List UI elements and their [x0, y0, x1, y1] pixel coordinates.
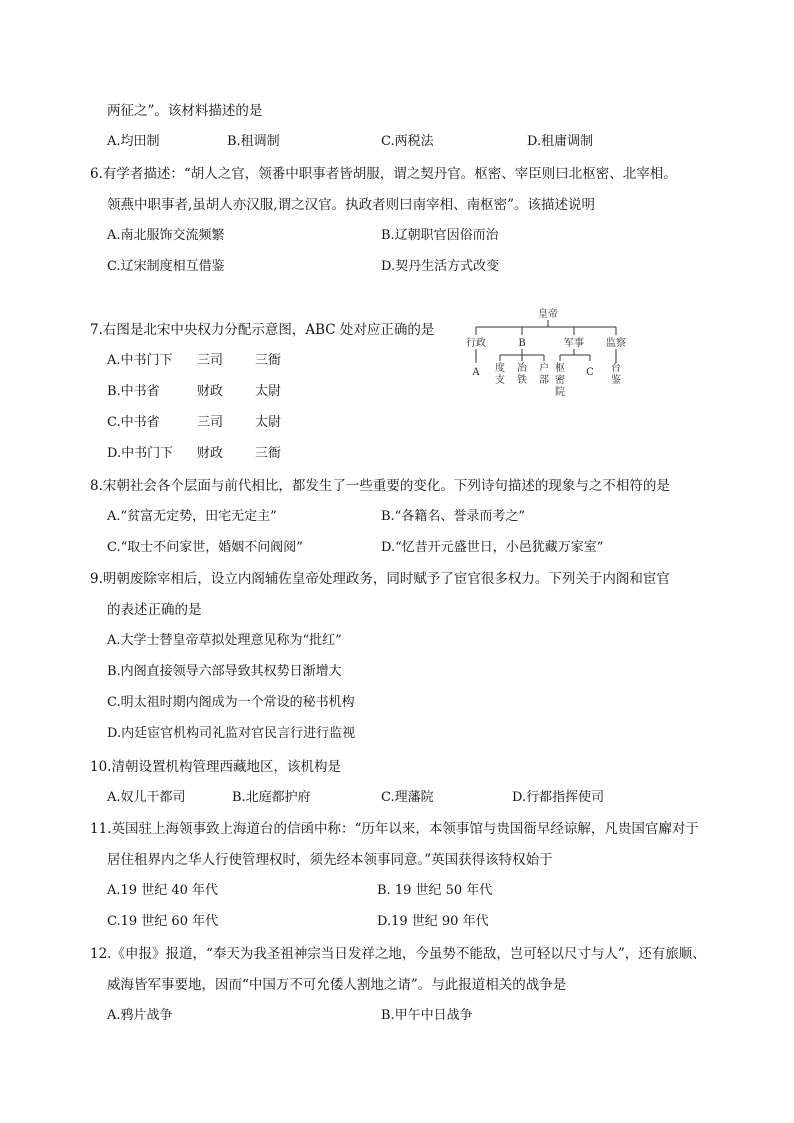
q10-stem: 10.清朝设置机构管理西藏地区，该机构是: [90, 759, 341, 775]
q5-options: [107, 133, 707, 151]
diagram-l2-0: 行政: [466, 338, 486, 349]
q5-option-b: B.租调制: [227, 134, 280, 149]
diagram-top: 皇帝: [538, 309, 558, 320]
q12-option-b: B.甲午中日战争: [381, 1008, 473, 1023]
q10-option-a: A.奴儿干都司: [107, 790, 186, 805]
q8-option-b: B.“各籍名、誉录而考之”: [381, 509, 525, 524]
q7-c-col1: C.中书省: [107, 415, 160, 430]
q7-d-col1: D.中书门下: [107, 446, 174, 461]
q8-options-row1: [107, 508, 707, 526]
diagram-censor: 台鉴: [611, 363, 621, 386]
q6-options-row2: [107, 258, 707, 276]
q9-option-c-text: C.明太祖时期内阁成为一个常设的秘书机构: [107, 695, 355, 710]
diagram-military-1: C: [586, 367, 594, 378]
power-structure-diagram: [460, 305, 640, 410]
q5-stem-tail: 两征之”。该材料描述的是: [107, 103, 263, 119]
q12-stem-line2: 威海皆军事要地，因而“中国万不可允倭人割地之请”。与此报道相关的战争是: [107, 977, 567, 993]
diagram-military-0: 枢密院: [555, 363, 565, 398]
q6-option-c: C.辽宋制度相互借鉴: [107, 259, 225, 274]
q5-option-d: D.租庸调制: [527, 134, 594, 149]
q9-option-b: [107, 663, 707, 681]
q11-stem-line2: 居住租界内之华人行使管理权时，须先经本领事同意。”英国获得该特权始于: [107, 852, 553, 868]
q8-option-a: A.“贫富无定势，田宅无定主”: [107, 509, 277, 524]
q8-stem: 8.宋朝社会各个层面与前代相比，都发生了一些重要的变化。下列诗句描述的现象与之不相符的是: [90, 478, 670, 494]
q9-option-a-text: A.大学士替皇帝草拟处理意见称为“批红”: [107, 633, 342, 648]
q6-option-b: B.辽朝职官因俗而治: [381, 228, 499, 243]
diagram-b-child-2: 户部: [539, 363, 549, 386]
q8-option-c: C.“取士不问家世，婚姻不问阀阅”: [107, 540, 303, 555]
q12-options: [107, 1007, 707, 1025]
q9-option-d: [107, 725, 707, 743]
q7-a-col1: A.中书门下: [107, 353, 173, 368]
q9-stem-line2: 的表述正确的是: [107, 602, 202, 618]
q11-options-row1: [107, 882, 707, 900]
q7-stem: 7.右图是北宋中央权力分配示意图，ABC 处对应正确的是: [90, 322, 435, 338]
q9-option-a: [107, 632, 707, 650]
q11-option-a: A.19 世纪 40 年代: [107, 883, 219, 898]
q7-c-col3: 太尉: [255, 415, 282, 430]
q11-stem-line1: 11.英国驻上海领事致上海道台的信函中称：“历年以来，本领事馆与贵国衙早经谅解，凡贵国官廨对于: [90, 821, 699, 837]
diagram-b-child-0: 度支: [495, 363, 505, 386]
q9-stem-line1: 9.明朝废除宰相后，设立内阁辅佐皇帝处理政务，同时赋予了宦官很多权力。下列关于内阁和宦官: [90, 571, 670, 587]
q11-option-c: C.19 世纪 60 年代: [107, 914, 219, 929]
q9-option-b-text: B.内阁直接领导六部导致其权势日渐增大: [107, 664, 342, 679]
q7-a-col2: 三司: [197, 353, 224, 368]
q7-b-col3: 太尉: [255, 384, 282, 399]
q12-option-a: A.鸦片战争: [107, 1008, 173, 1023]
q9-option-c: [107, 694, 707, 712]
q12-stem-line1: 12.《申报》报道，“奉天为我圣祖神宗当日发祥之地，今虽势不能敌，岂可轻以尺寸与人”，还有旅顺、: [90, 946, 706, 962]
q6-stem-line1: 6.有学者描述：“胡人之官，领番中职事者皆胡服，谓之契丹官。枢密、宰臣则曰北枢密、北宰相。: [90, 166, 677, 182]
diagram-l2-3: 监察: [606, 338, 626, 349]
diagram-l2-1: B: [518, 338, 526, 349]
diagram-b-child-1: 冶铁: [517, 363, 527, 386]
q11-options-row2: [107, 913, 707, 931]
diagram-a: A: [472, 367, 480, 378]
q7-d-col3: 三衙: [255, 446, 282, 461]
q7-b-col1: B.中书省: [107, 384, 160, 399]
q11-option-d: D.19 世纪 90 年代: [377, 914, 489, 929]
q10-options: [107, 789, 707, 807]
q6-options-row1: [107, 227, 707, 245]
q5-option-a: A.均田制: [107, 134, 160, 149]
q10-option-b: B.北庭都护府: [232, 790, 311, 805]
q11-option-b: B. 19 世纪 50 年代: [377, 883, 493, 898]
q5-option-c: C.两税法: [381, 134, 434, 149]
q7-d-col2: 财政: [197, 446, 224, 461]
q7-a-col3: 三衙: [255, 353, 282, 368]
q6-stem-line2: 领燕中职事者,虽胡人亦汉服,谓之汉官。执政者则曰南宰相、南枢密”。该描述说明: [107, 197, 595, 213]
q10-option-d: D.行都指挥使司: [512, 790, 605, 805]
q7-c-col2: 三司: [197, 415, 224, 430]
q8-option-d: D.“忆昔开元盛世日，小邑犹藏万家室”: [381, 540, 604, 555]
q8-options-row2: [107, 539, 707, 557]
q6-option-d: D.契丹生活方式改变: [381, 259, 500, 274]
diagram-l2-2: 军事: [564, 338, 584, 349]
q9-option-d-text: D.内廷宦官机构司礼监对官民言行进行监视: [107, 726, 356, 741]
q10-option-c: C.理藩院: [381, 790, 434, 805]
q7-b-col2: 财政: [197, 384, 224, 399]
q6-option-a: A.南北服饰交流频繁: [107, 228, 225, 243]
